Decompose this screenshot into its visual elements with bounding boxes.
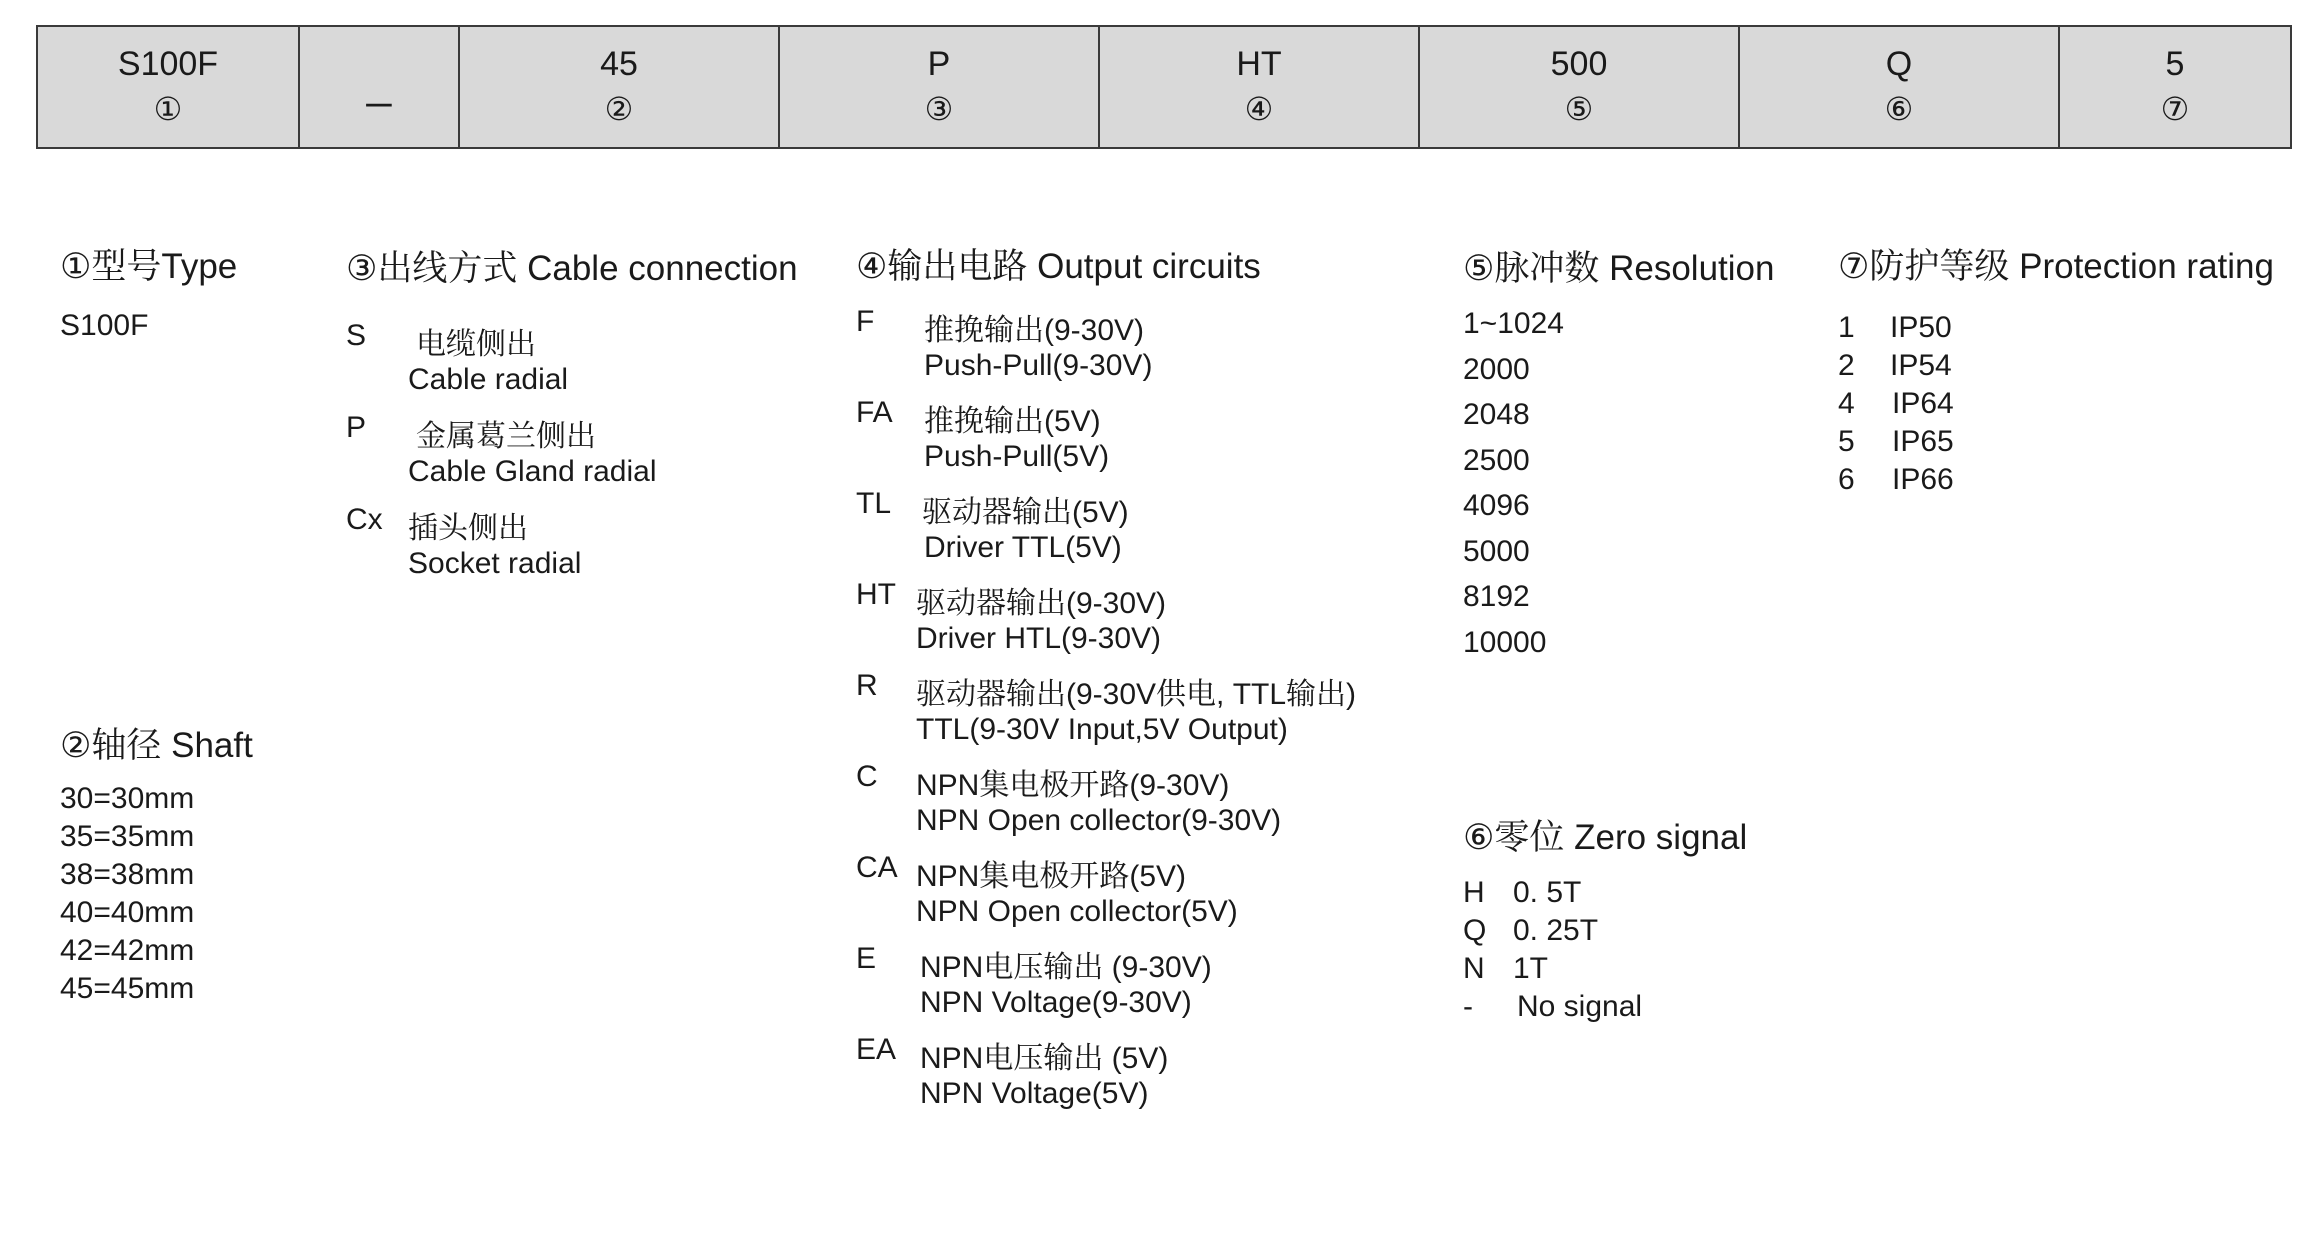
- cable-section: [346, 247, 798, 595]
- output-label-zh: 驱动器输出(9-30V): [916, 587, 1167, 620]
- shaft-item: 45=45mm: [60, 972, 195, 1005]
- cable-label-en: Socket radial: [408, 547, 582, 580]
- output-title: ④输出电路 Output circuits: [856, 247, 1261, 286]
- output-code: R: [856, 669, 878, 702]
- zero-value: 0. 25T: [1513, 914, 1599, 947]
- zero-list: [1463, 874, 1747, 1026]
- resolution-item: 1~1024: [1463, 307, 1564, 340]
- shaft-title: ②轴径 Shaft: [60, 726, 253, 765]
- output-item: [856, 942, 1261, 1033]
- shaft-item: 30=30mm: [60, 782, 195, 815]
- zero-item: [1463, 874, 1747, 912]
- protection-value: IP64: [1892, 387, 1954, 420]
- cable-label-en: Cable radial: [408, 363, 569, 396]
- output-label-en: TTL(9-30V Input,5V Output): [916, 713, 1288, 746]
- output-code: F: [856, 305, 875, 338]
- output-item: [856, 487, 1261, 578]
- cable-label-en: Cable Gland radial: [408, 455, 657, 488]
- output-item: [856, 1033, 1261, 1124]
- output-item: [856, 396, 1261, 487]
- cable-item: [346, 319, 798, 411]
- code-cell-zero: [1740, 27, 2060, 147]
- protection-code: 2: [1838, 349, 1855, 382]
- code-separator: _: [366, 59, 392, 108]
- cable-item: [346, 411, 798, 503]
- output-code: HT: [856, 578, 896, 611]
- output-code: TL: [856, 487, 892, 520]
- output-code: EA: [856, 1033, 897, 1066]
- code-number: ③: [924, 91, 954, 127]
- output-code: C: [856, 760, 878, 793]
- type-title: ①型号Type: [60, 247, 238, 286]
- output-item: [856, 851, 1261, 942]
- protection-value: IP66: [1892, 463, 1954, 496]
- cable-code: P: [346, 411, 367, 444]
- output-label-zh: NPN电压输出 (9-30V): [920, 951, 1212, 984]
- protection-item: [1838, 309, 2274, 347]
- code-cell-cable: [780, 27, 1100, 147]
- zero-value: No signal: [1517, 990, 1643, 1023]
- code-number: ⑥: [1884, 91, 1914, 127]
- resolution-item: 10000: [1463, 625, 1547, 659]
- output-label-zh: NPN集电极开路(9-30V): [916, 769, 1230, 802]
- output-item: [856, 669, 1357, 760]
- zero-value: 0. 5T: [1513, 876, 1582, 909]
- output-code: CA: [856, 851, 898, 884]
- shaft-item: 35=35mm: [60, 820, 195, 853]
- resolution-list: [1463, 301, 1774, 665]
- protection-value: IP65: [1892, 425, 1954, 458]
- shaft-list: [60, 780, 253, 1008]
- cable-code: S: [346, 319, 367, 352]
- zero-value: 1T: [1513, 952, 1549, 985]
- resolution-item: 2500: [1463, 443, 1530, 477]
- cable-label-zh: 电缆侧出: [416, 328, 536, 361]
- output-item: [856, 578, 1261, 669]
- protection-item: [1838, 423, 2274, 461]
- cable-label-zh: 金属葛兰侧出: [416, 420, 596, 453]
- output-label-en: NPN Open collector(5V): [916, 895, 1238, 928]
- protection-item: [1838, 385, 2274, 423]
- code-number: ②: [604, 91, 634, 127]
- output-label-en: Driver TTL(5V): [924, 531, 1122, 564]
- code-cell-type: [38, 27, 300, 147]
- code-value: HT: [1236, 45, 1282, 83]
- protection-title: ⑦防护等级 Protection rating: [1838, 247, 2274, 286]
- output-label-zh: NPN集电极开路(5V): [916, 860, 1187, 893]
- output-label-en: NPN Voltage(9-30V): [920, 986, 1192, 1019]
- shaft-item: 38=38mm: [60, 858, 195, 891]
- code-value: P: [927, 45, 951, 83]
- resolution-item: 2048: [1463, 398, 1530, 431]
- output-item: [856, 760, 1282, 851]
- zero-item: [1463, 988, 1747, 1026]
- zero-code: H: [1463, 876, 1485, 909]
- output-code: E: [856, 942, 877, 975]
- code-cell-output: [1100, 27, 1420, 147]
- shaft-item: 40=40mm: [60, 896, 195, 929]
- zero-section: [1463, 816, 1747, 1026]
- code-cell-separator: [300, 27, 460, 147]
- output-label-en: Driver HTL(9-30V): [916, 622, 1162, 655]
- cable-list: [346, 319, 798, 595]
- ordering-code-table: [36, 25, 2292, 149]
- zero-code: -: [1463, 990, 1473, 1023]
- protection-code: 1: [1838, 311, 1855, 344]
- protection-code: 6: [1838, 463, 1855, 496]
- code-number: ⑦: [2160, 91, 2190, 127]
- protection-item: [1838, 461, 2274, 499]
- output-section: [856, 245, 1357, 1124]
- output-label-zh: NPN电压输出 (5V): [920, 1042, 1169, 1075]
- output-label-en: Push-Pull(9-30V): [924, 349, 1153, 382]
- output-label-zh: 推挽输出(9-30V): [924, 314, 1145, 347]
- cable-code: Cx: [346, 503, 383, 536]
- output-label-zh: 推挽输出(5V): [924, 405, 1101, 438]
- resolution-item: 4096: [1463, 489, 1530, 522]
- zero-title: ⑥零位 Zero signal: [1463, 818, 1748, 857]
- cable-item: [346, 503, 798, 595]
- output-label-zh: 驱动器输出(5V): [922, 496, 1129, 529]
- protection-section: [1838, 245, 2274, 499]
- output-label-en: NPN Open collector(9-30V): [916, 804, 1282, 837]
- code-value: S100F: [117, 45, 219, 83]
- type-section: [60, 245, 237, 345]
- protection-value: IP50: [1890, 311, 1952, 344]
- output-item: [856, 305, 1261, 396]
- code-value: 500: [1550, 45, 1608, 83]
- code-value: 45: [600, 45, 638, 83]
- protection-item: [1838, 347, 2274, 385]
- resolution-item: 5000: [1463, 534, 1530, 568]
- code-cell-resolution: [1420, 27, 1740, 147]
- output-label-zh: 驱动器输出(9-30V供电, TTL输出): [916, 678, 1357, 711]
- shaft-section: [60, 724, 253, 1008]
- code-value: 5: [2165, 45, 2185, 83]
- code-number: ①: [153, 91, 183, 127]
- output-code: FA: [856, 396, 893, 429]
- resolution-section: [1463, 247, 1774, 665]
- resolution-title: ⑤脉冲数 Resolution: [1463, 249, 1775, 288]
- shaft-item: 42=42mm: [60, 934, 195, 967]
- protection-list: [1838, 309, 2274, 499]
- code-number: ④: [1244, 91, 1274, 127]
- code-value: Q: [1885, 45, 1913, 83]
- resolution-item: 8192: [1463, 580, 1530, 613]
- type-value: S100F: [60, 309, 149, 342]
- protection-code: 5: [1838, 425, 1855, 458]
- protection-code: 4: [1838, 387, 1855, 420]
- code-cell-protection: [2060, 27, 2290, 147]
- zero-code: Q: [1463, 914, 1487, 947]
- code-number: ⑤: [1564, 91, 1594, 127]
- cable-label-zh: 插头侧出: [408, 512, 528, 545]
- zero-item: [1463, 912, 1747, 950]
- resolution-item: 2000: [1463, 352, 1530, 386]
- cable-title: ③出线方式 Cable connection: [346, 249, 798, 288]
- protection-value: IP54: [1890, 349, 1952, 382]
- code-cell-shaft: [460, 27, 780, 147]
- output-label-en: Push-Pull(5V): [924, 440, 1110, 473]
- output-list: [856, 305, 1357, 1124]
- zero-item: [1463, 950, 1747, 988]
- output-label-en: NPN Voltage(5V): [920, 1077, 1149, 1110]
- zero-code: N: [1463, 952, 1485, 985]
